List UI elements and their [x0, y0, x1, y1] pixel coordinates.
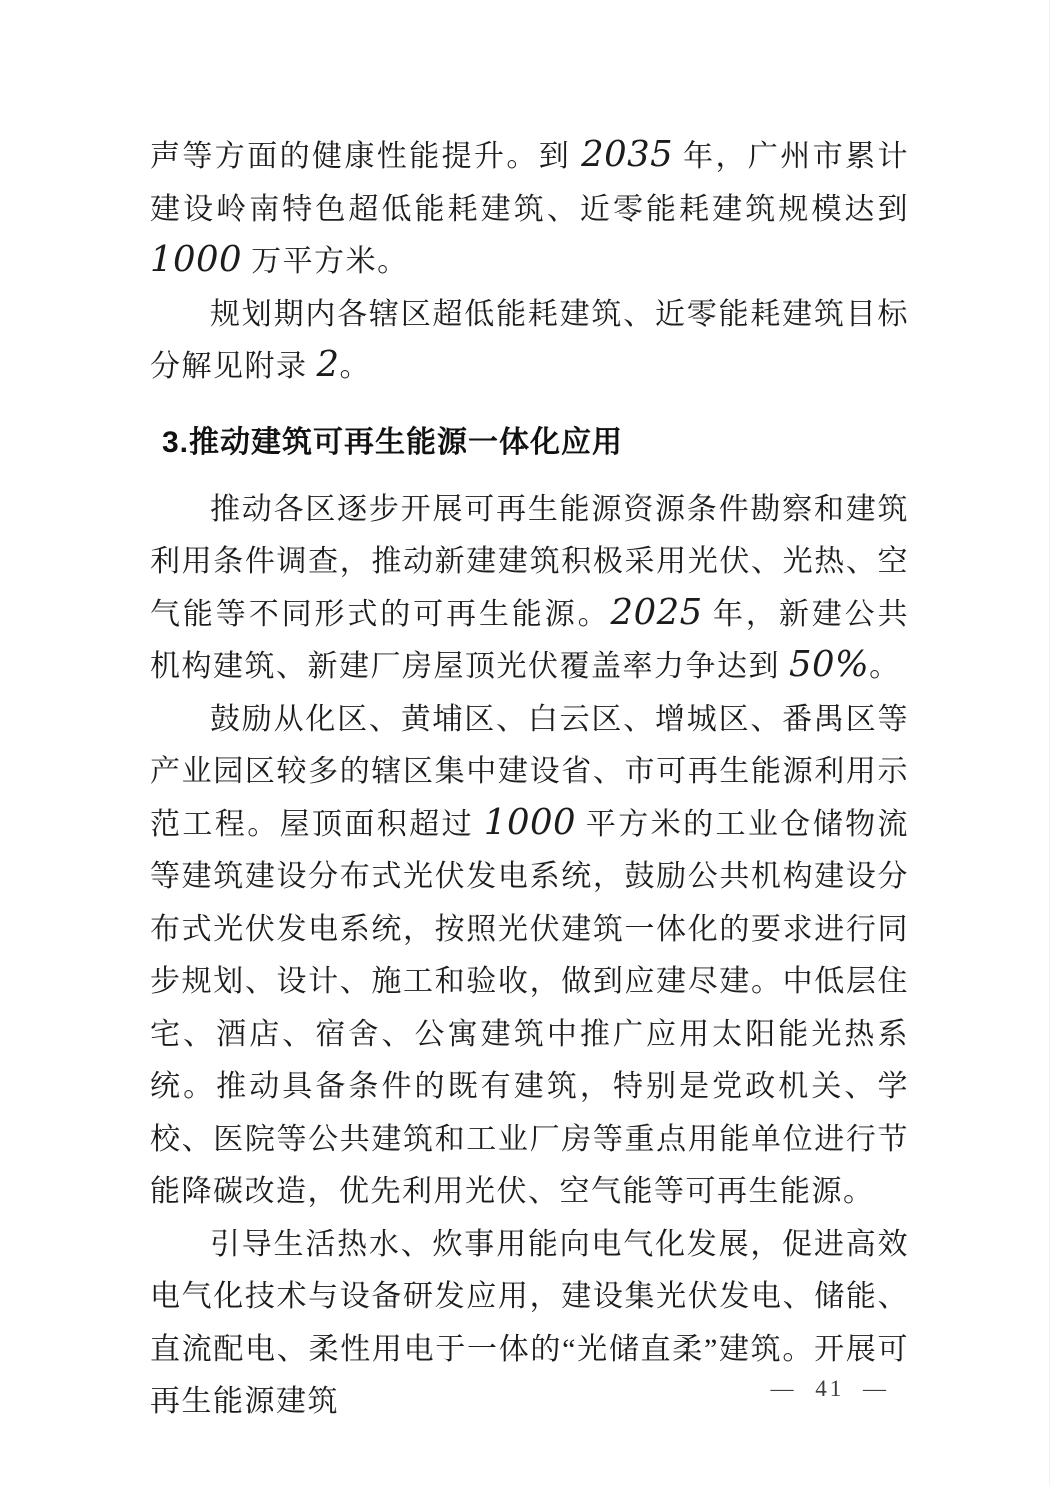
body-paragraph: 引导生活热水、炊事用能向电气化发展，促进高效电气化技术与设备研发应用，建设集光伏发电、储能、直流配电、柔性用电于一体的“光储直柔”建筑。开展可再生能源建筑	[150, 1227, 909, 1418]
body-paragraph: 鼓励从化区、黄埔区、白云区、增城区、番禺区等产业园区较多的辖区集中建设省、市可再生能源利用示范工程。屋顶面积超过 1000 平方米的工业仓储物流等建筑建设分布式光伏发电系统，鼓励公共机构建设分布式光伏发电系统，按照光伏建筑一体化的要求进行同步规划、设计、施工和验收，做到应建尽建。中低层住宅、酒店、宿舍、公寓建筑中推广应用太阳能光热系统。推动具备条件的既有建筑，特别是党政机关、学校、医院等公共建筑和工业厂房等重点用能单位进行节能降碳改造，优先利用光伏、空气能等可再生能源。	[150, 702, 910, 1208]
body-paragraph: 规划期内各辖区超低能耗建筑、近零能耗建筑目标分解见附录 2。	[150, 297, 909, 385]
page-number: — 41 —	[770, 1376, 889, 1401]
body-paragraph: 声等方面的健康性能提升。到 2035 年，广州市累计建设岭南特色超低能耗建筑、近零能耗建筑规模达到 1000 万平方米。	[150, 134, 910, 280]
body-paragraph: 推动各区逐步开展可再生能源资源条件勘察和建筑利用条件调查，推动新建建筑积极采用光伏、光热、空气能等不同形式的可再生能源。2025 年，新建公共机构建筑、新建厂房屋顶光伏覆盖率力争达到 50%。	[150, 492, 910, 685]
section-heading: 3.推动建筑可再生能源一体化应用	[162, 425, 624, 459]
document-body	[150, 131, 909, 1429]
